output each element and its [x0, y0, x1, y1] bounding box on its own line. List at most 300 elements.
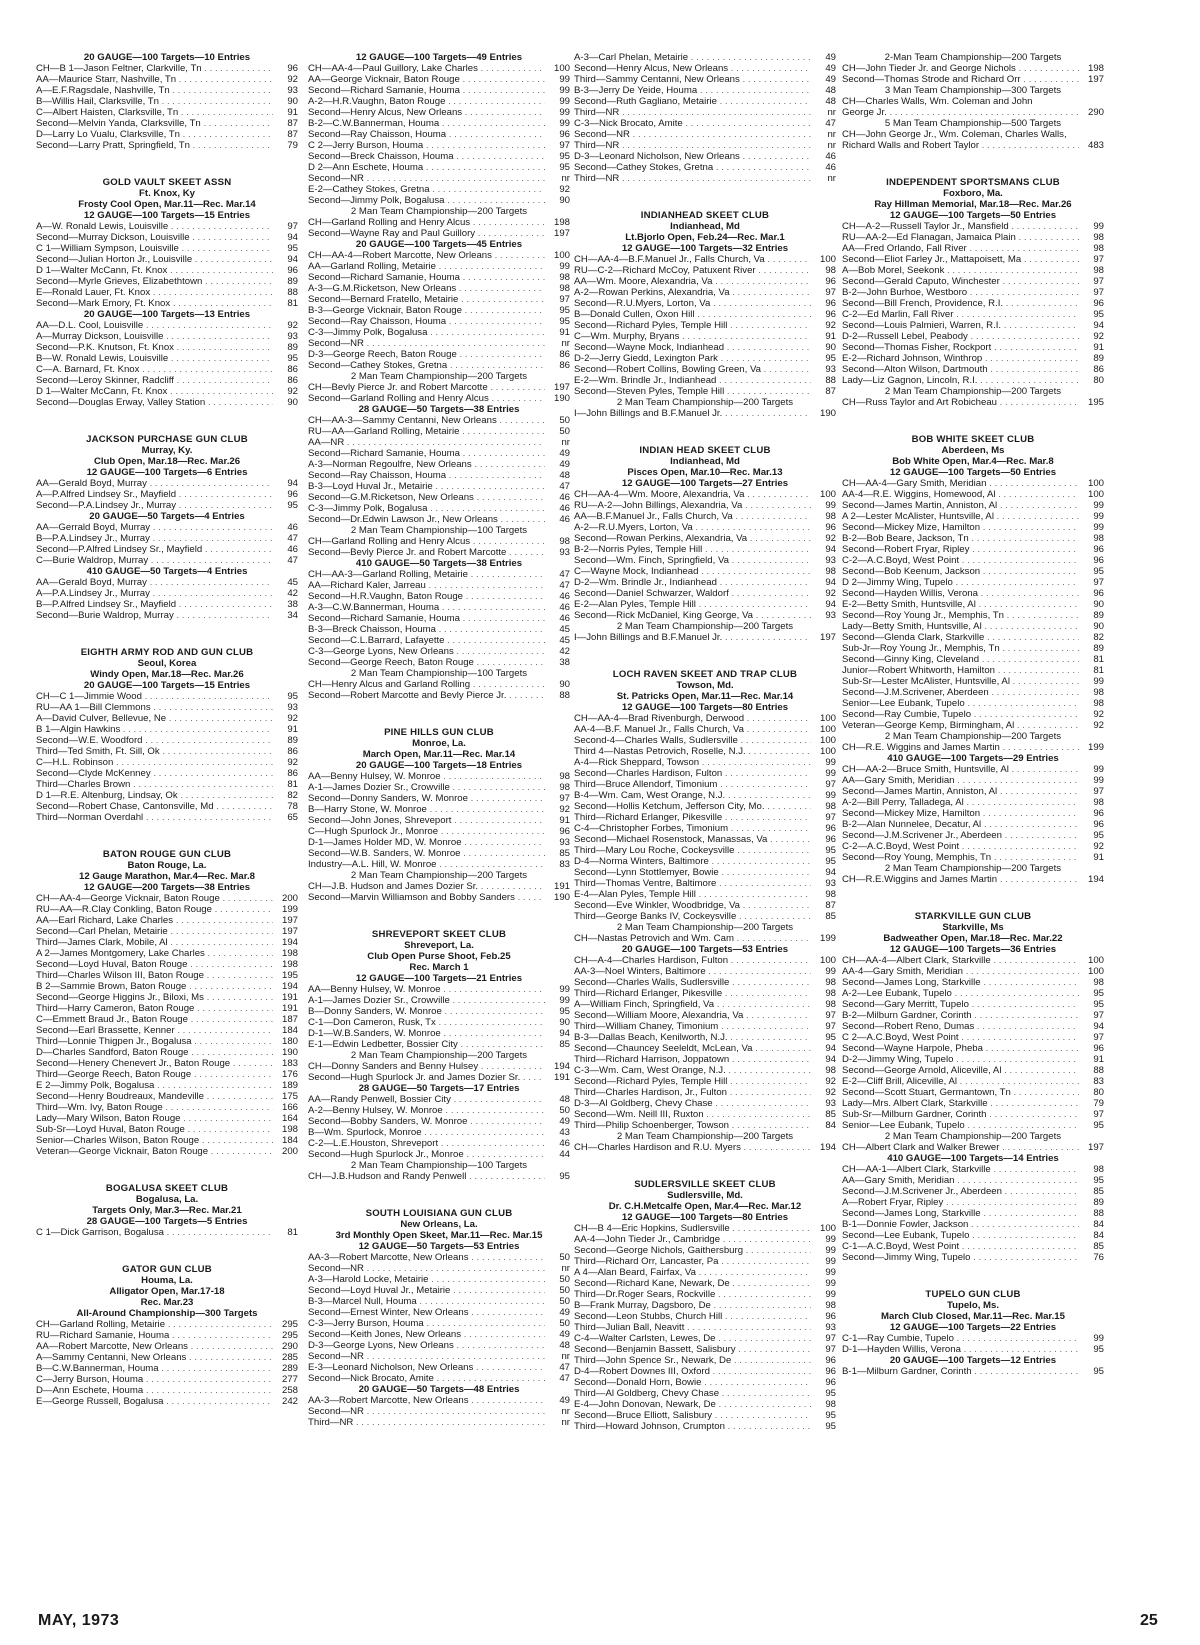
score: 96: [825, 309, 836, 320]
result-row: [574, 1120, 836, 1131]
column-4: [842, 52, 1104, 1403]
score: 98: [825, 566, 836, 577]
shooter-name: A-2—Rowan Perkins, Alexandria, Va . . .: [574, 287, 811, 298]
event-heading: All-Around Championship—300 Targets: [76, 1308, 258, 1319]
shooter-name: AA—Gary Smith, Meridian . . .: [842, 775, 1079, 786]
event-heading: 410 GAUGE—100 Targets—29 Entries: [887, 753, 1059, 764]
shooter-name: C—Wm. Murphy, Bryans . . .: [574, 331, 811, 342]
shooter-name: AA—B.F.Manuel Jr., Falls Church, Va . . .: [574, 511, 811, 522]
result-row: [574, 867, 836, 878]
result-row: [308, 492, 570, 503]
result-row: [574, 265, 836, 276]
score: 79: [1093, 1098, 1104, 1109]
score: 92: [1093, 841, 1104, 852]
score: 96: [287, 489, 298, 500]
result-row: [574, 173, 836, 184]
result-row: [308, 1127, 570, 1138]
result-row: [36, 1319, 298, 1330]
result-row: [308, 305, 570, 316]
score: 48: [559, 470, 570, 481]
shooter-name: D-4—Robert Downes III, Oxford . . .: [574, 1366, 811, 1377]
shooter-name: CH—AA-4—Gary Smith, Meridian . . .: [842, 478, 1079, 489]
score: 100: [819, 724, 836, 735]
shooter-name: Second—Cathey Stokes, Gretna . . .: [308, 360, 545, 371]
shooter-name: C-2—Ed Marlin, Fall River . . .: [842, 309, 1079, 320]
shooter-name: AA—Gerald Boyd, Murray . . .: [36, 577, 273, 588]
result-row: [36, 768, 298, 779]
shooter-name: Third—Al Goldberg, Chevy Chase . . .: [574, 1388, 811, 1399]
result-row: [308, 503, 570, 514]
result-row: [842, 489, 1104, 500]
score: 88: [287, 287, 298, 298]
result-row: [574, 276, 836, 287]
shooter-name: B—C.W.Bannerman, Houma . . .: [36, 1363, 273, 1374]
result-row: [36, 735, 298, 746]
score: 97: [287, 221, 298, 232]
shooter-name: E-4—Alan Pyles, Temple Hill . . .: [574, 889, 811, 900]
score: 96: [825, 522, 836, 533]
result-row: [308, 327, 570, 338]
result-row: [308, 1094, 570, 1105]
score: 89: [1093, 1197, 1104, 1208]
shooter-name: Lady—Mary Wilson, Baton Rouge . . .: [36, 1113, 273, 1124]
club-name: SHREVEPORT SKEET CLUB: [371, 929, 507, 940]
score: 90: [287, 96, 298, 107]
score: 82: [287, 790, 298, 801]
shooter-name: Second—Louis Palmieri, Warren, R.I. . . .: [842, 320, 1079, 331]
score: 50: [559, 415, 570, 426]
shooter-name: Second—Richard Kane, Newark, De . . .: [574, 1278, 811, 1289]
score: nr: [561, 1417, 570, 1428]
club-subheading: Bob White Open, Mar.4—Rec. Mar.8: [892, 456, 1054, 467]
score: 48: [825, 96, 836, 107]
club-header: [842, 911, 1104, 944]
shooter-name: Second—Richard Samanie, Houma . . .: [308, 272, 545, 283]
shooter-name: A—P.A.Lindsey Jr., Murray . . .: [36, 588, 273, 599]
result-row: [842, 676, 1104, 687]
score: 50: [559, 1105, 570, 1116]
shooter-name: Second—Alton Wilson, Dartmouth . . .: [842, 364, 1079, 375]
shooter-name: Second—Hayden Willis, Verona . . .: [842, 588, 1079, 599]
shooter-name: AA—Benny Hulsey, W. Monroe . . .: [308, 984, 545, 995]
score: 50: [559, 1296, 570, 1307]
club-section: [36, 849, 298, 1157]
score: 195: [281, 970, 298, 981]
shooter-name: Second—Michael Rosenstock, Manassas, Va . . .: [574, 834, 811, 845]
score: 93: [825, 555, 836, 566]
event-heading: 20 GAUGE—100 Targets—45 Entries: [355, 239, 523, 250]
score: 198: [281, 1124, 298, 1135]
shooter-name: CH—J.B.Hudson and Randy Penwell . . .: [308, 1171, 545, 1182]
result-row: [308, 1105, 570, 1116]
team-event-heading: 2 Man Team Championship—200 Targets: [616, 621, 794, 632]
score: 194: [819, 1142, 836, 1153]
shooter-name: Second—Steven Pyles, Temple Hill . . .: [574, 386, 811, 397]
shooter-name: A—P.Alfred Lindsey Sr., Mayfield . . .: [36, 489, 273, 500]
score: 98: [825, 511, 836, 522]
score: 48: [559, 1094, 570, 1105]
result-row: [842, 555, 1104, 566]
result-row: [574, 577, 836, 588]
score: 47: [825, 118, 836, 129]
score: 98: [559, 771, 570, 782]
club-header: [574, 669, 836, 702]
shooter-name: B—Willis Hail, Clarksville, Tn . . .: [36, 96, 273, 107]
result-row: [574, 724, 836, 735]
score: 187: [281, 1014, 298, 1025]
score: 97: [559, 140, 570, 151]
score: 83: [1093, 1076, 1104, 1087]
shooter-name: CH—AA-1—Albert Clark, Starkville . . .: [842, 1164, 1079, 1175]
score: 95: [825, 856, 836, 867]
shooter-name: CH—Bevly Pierce Jr. and Robert Marcotte . . .: [308, 382, 545, 393]
shooter-name: CH—AA-4—B.F.Manuel Jr., Falls Church, Va . . .: [574, 254, 811, 265]
result-row: [842, 140, 1104, 151]
shooter-name: Second—James Long, Starkville . . .: [842, 977, 1079, 988]
result-row: [308, 85, 570, 96]
result-row: [36, 588, 298, 599]
club-header: [36, 177, 298, 210]
score: nr: [561, 173, 570, 184]
score: 92: [287, 386, 298, 397]
shooter-name: D-4—Norma Winters, Baltimore . . .: [574, 856, 811, 867]
shooter-name: A-1—James Dozier Sr., Crowville . . .: [308, 782, 545, 793]
score: 86: [287, 746, 298, 757]
score: 95: [825, 1032, 836, 1043]
score: 89: [1093, 610, 1104, 621]
result-row: [574, 1267, 836, 1278]
result-row: [574, 489, 836, 500]
result-row: [36, 1113, 298, 1124]
shooter-name: Second—Julian Horton Jr., Louisville . . .: [36, 254, 273, 265]
result-row: [308, 349, 570, 360]
club-subheading: Towson, Md.: [676, 680, 734, 691]
shooter-name: Third—Mary Lou Roche, Cockeysville . . .: [574, 845, 811, 856]
result-row: [308, 217, 570, 228]
result-row: [308, 1138, 570, 1149]
result-row: [308, 173, 570, 184]
score: 83: [559, 859, 570, 870]
shooter-name: Second—Glenda Clark, Starkville . . .: [842, 632, 1079, 643]
score: 88: [825, 375, 836, 386]
result-row: [308, 228, 570, 239]
issue-date: MAY, 1973: [38, 1612, 120, 1629]
page-number: 25: [1140, 1612, 1158, 1629]
result-row: [574, 74, 836, 85]
result-row: [574, 1076, 836, 1087]
result-row: [36, 1341, 298, 1352]
club-subheading: Foxboro, Ma.: [943, 188, 1003, 199]
score: 95: [559, 1171, 570, 1182]
score: 98: [1093, 533, 1104, 544]
score: 92: [559, 184, 570, 195]
shooter-name: CH—C 1—Jimmie Wood . . .: [36, 691, 273, 702]
score: 195: [1087, 397, 1104, 408]
club-subheading: Tupelo, Ms.: [946, 1300, 1000, 1311]
score: 78: [287, 801, 298, 812]
club-section: [36, 1183, 298, 1238]
shooter-name: Senior—Lee Eubank, Tupelo . . .: [842, 698, 1079, 709]
shooter-name: B—W. Ronald Lewis, Louisville . . .: [36, 353, 273, 364]
result-row: [308, 826, 570, 837]
result-row: [36, 812, 298, 823]
score: 96: [1093, 588, 1104, 599]
shooter-name: AA—Maurice Starr, Nashville, Tn . . .: [36, 74, 273, 85]
shooter-name: Third—George Reech, Baton Rouge . . .: [36, 1069, 273, 1080]
result-row: [36, 1025, 298, 1036]
result-row: [308, 382, 570, 393]
result-row: [842, 775, 1104, 786]
score: 93: [287, 702, 298, 713]
result-row: [842, 544, 1104, 555]
result-row: [574, 331, 836, 342]
result-row: [36, 1058, 298, 1069]
score: 42: [559, 646, 570, 657]
result-row: [36, 926, 298, 937]
result-row: [574, 878, 836, 889]
score: 90: [559, 195, 570, 206]
result-row: [308, 1351, 570, 1362]
shooter-name: Second—Wayne Ray and Paul Guillory . . .: [308, 228, 545, 239]
score: 285: [281, 1352, 298, 1363]
shooter-name: D—Charles Sandford, Baton Rouge . . .: [36, 1047, 273, 1058]
score: 96: [1093, 555, 1104, 566]
result-row: [574, 566, 836, 577]
shooter-name: Second—John Jones, Shreveport . . .: [308, 815, 545, 826]
club-subheading: March Open, Mar.11—Rec. Mar.14: [362, 749, 516, 760]
result-row: [308, 536, 570, 547]
team-event-heading: 5 Man Team Championship—500 Targets: [884, 118, 1062, 129]
event-heading: 12 GAUGE—200 Targets—38 Entries: [83, 882, 251, 893]
shooter-name: D-3—Leonard Nicholson, New Orleans . . .: [574, 151, 811, 162]
score: 93: [825, 1098, 836, 1109]
club-section: [308, 727, 570, 903]
score: 85: [1093, 1241, 1104, 1252]
score: 92: [287, 713, 298, 724]
result-row: [308, 415, 570, 426]
result-row: [574, 845, 836, 856]
club-subheading: Baton Rouge, La.: [127, 860, 207, 871]
shooter-name: A-2—H.R.Vaughn, Baton Rouge . . .: [308, 96, 545, 107]
score: 38: [287, 599, 298, 610]
team-event-heading: 2 Man Team Championship—100 Targets: [350, 668, 528, 679]
result-row: [36, 1124, 298, 1135]
result-row: [574, 812, 836, 823]
score: 47: [559, 1362, 570, 1373]
club-subheading: 12 Gauge Marathon, Mar.4—Rec. Mar.8: [79, 871, 255, 882]
shooter-name: RU—AA 1—Bill Clemmons . . .: [36, 702, 273, 713]
result-row: [574, 999, 836, 1010]
score: 90: [287, 397, 298, 408]
shooter-name: Second—Lynn Stottlemyer, Bowie . . .: [574, 867, 811, 878]
score: 92: [287, 74, 298, 85]
result-row: [36, 118, 298, 129]
result-row: [574, 801, 836, 812]
result-row: [308, 162, 570, 173]
score: 99: [1093, 1333, 1104, 1344]
club-section: [36, 434, 298, 621]
score: 189: [281, 1080, 298, 1091]
score: 100: [1087, 966, 1104, 977]
shooter-name: Second—Thomas Strode and Richard Orr . . .: [842, 74, 1079, 85]
score: 99: [825, 966, 836, 977]
shooter-name: A—E.F.Ragsdale, Nashville, Tn . . .: [36, 85, 273, 96]
result-row: [308, 1274, 570, 1285]
club-name: SUDLERSVILLE SKEET CLUB: [634, 1179, 776, 1190]
score: 44: [559, 1149, 570, 1160]
column-2: [308, 52, 570, 1454]
result-row: [308, 1395, 570, 1406]
club-subheading: Badweather Open, Mar.18—Rec. Mar.22: [883, 933, 1063, 944]
score: 46: [287, 522, 298, 533]
result-row: [574, 900, 836, 911]
shooter-name: Second—Mark Emory, Ft. Knox . . .: [36, 298, 273, 309]
result-row: [308, 591, 570, 602]
score: 89: [287, 342, 298, 353]
result-row: [842, 1230, 1104, 1241]
result-row: [842, 977, 1104, 988]
shooter-name: B—Donny Sanders, W. Monroe . . .: [308, 1006, 545, 1017]
result-row: [574, 1421, 836, 1432]
score: 84: [1093, 1219, 1104, 1230]
score: 98: [1093, 687, 1104, 698]
shooter-name: Third—Richard Erlanger, Pikesville . . .: [574, 988, 811, 999]
score: 97: [1093, 1032, 1104, 1043]
score: 100: [819, 713, 836, 724]
result-row: [574, 1010, 836, 1021]
result-row: [574, 746, 836, 757]
club-header: [842, 177, 1104, 210]
score: 45: [559, 624, 570, 635]
score: 95: [559, 316, 570, 327]
result-row: [36, 948, 298, 959]
result-row: [308, 470, 570, 481]
score: 96: [825, 1366, 836, 1377]
result-row: [36, 1385, 298, 1396]
result-row: [842, 1164, 1104, 1175]
score: 87: [287, 118, 298, 129]
result-row: [574, 85, 836, 96]
result-row: [574, 1355, 836, 1366]
result-row: [574, 856, 836, 867]
shooter-name: A—William Finch, Springfield, Va . . .: [574, 999, 811, 1010]
event-heading: 12 GAUGE—100 Targets—80 Entries: [621, 1212, 789, 1223]
club-subheading: Seoul, Korea: [137, 658, 197, 669]
shooter-name: C—Jerry Burson, Houma . . .: [36, 1374, 273, 1385]
result-row: [842, 955, 1104, 966]
score: 190: [553, 892, 570, 903]
result-row: [842, 599, 1104, 610]
club-subheading: Monroe, La.: [412, 738, 466, 749]
result-row: [842, 1076, 1104, 1087]
score: 95: [825, 845, 836, 856]
score: 86: [287, 768, 298, 779]
shooter-name: I—John Billings and B.F.Manuel Jr. . . .: [574, 408, 811, 419]
result-row: [36, 276, 298, 287]
shooter-name: B-2—C.W.Bannerman, Houma . . .: [308, 118, 545, 129]
result-row: [36, 265, 298, 276]
score: 46: [825, 162, 836, 173]
score: 95: [559, 1006, 570, 1017]
result-row: [574, 386, 836, 397]
score: 94: [287, 254, 298, 265]
score: 94: [825, 1043, 836, 1054]
shooter-name: A 2—Lester McAlister, Huntsville, Al . . .: [842, 511, 1079, 522]
result-row: [574, 162, 836, 173]
score: 98: [559, 272, 570, 283]
result-row: [842, 1065, 1104, 1076]
club-name: SOUTH LOUISIANA GUN CLUB: [365, 1208, 513, 1219]
score: 92: [287, 320, 298, 331]
shooter-name: C-2—L.E.Houston, Shreveport . . .: [308, 1138, 545, 1149]
shooter-name: Second—Richard Pyles, Temple Hill . . .: [574, 1076, 811, 1087]
result-row: [308, 635, 570, 646]
shooter-name: Second—Ruth Gagliano, Metairie . . .: [574, 96, 811, 107]
score: 94: [559, 1028, 570, 1039]
result-row: [574, 1311, 836, 1322]
shooter-name: C-3—Nick Brocato, Amite . . .: [574, 118, 811, 129]
shooter-name: D-2—Wm. Brindle Jr., Indianhead . . .: [574, 577, 811, 588]
shooter-name: George Jr. . . .: [842, 107, 1079, 118]
shooter-name: CH—AA-3—Garland Rolling, Metairie . . .: [308, 569, 545, 580]
score: 85: [825, 911, 836, 922]
result-row: [36, 937, 298, 948]
result-row: [574, 823, 836, 834]
shooter-name: B 1—Algin Hawkins . . .: [36, 724, 273, 735]
result-row: [308, 1072, 570, 1083]
event-heading: 28 GAUGE—50 Targets—38 Entries: [358, 404, 520, 415]
shooter-name: RU—AA—Garland Rolling, Metairie . . .: [308, 426, 545, 437]
result-row: [842, 665, 1104, 676]
result-row: [574, 1333, 836, 1344]
shooter-name: Second—W.B. Sanders, W. Monroe . . .: [308, 848, 545, 859]
shooter-name: A-3—Harold Locke, Metairie . . .: [308, 1274, 545, 1285]
result-row: [308, 63, 570, 74]
score: 95: [1093, 1120, 1104, 1131]
event-heading: 12 GAUGE—100 Targets—50 Entries: [889, 210, 1057, 221]
result-row: [842, 610, 1104, 621]
score: 91: [287, 724, 298, 735]
result-row: [308, 338, 570, 349]
shooter-name: Second—Robert Marcotte and Bevly Pierce Jr. . . .: [308, 690, 545, 701]
shooter-name: D 2—Jimmy Wing, Tupelo . . .: [842, 577, 1079, 588]
result-row: [842, 254, 1104, 265]
result-row: [574, 1021, 836, 1032]
result-row: [36, 691, 298, 702]
shooter-name: Second—Loyd Huval Jr., Metairie . . .: [308, 1285, 545, 1296]
club-subheading: Dr. C.H.Metcalfe Open, Mar.4—Rec. Mar.12: [608, 1201, 802, 1212]
shooter-name: Second—Charles Walls, Sudlersville . . .: [574, 977, 811, 988]
result-row: [842, 852, 1104, 863]
shooter-name: C—A. Barnard, Ft. Knox . . .: [36, 364, 273, 375]
score: 82: [1093, 632, 1104, 643]
score: nr: [561, 1351, 570, 1362]
score: 98: [825, 1300, 836, 1311]
shooter-name: Third—Charles Hardison, Jr., Fulton . . .: [574, 1087, 811, 1098]
result-row: [308, 1340, 570, 1351]
score: 48: [825, 85, 836, 96]
event-heading: 12 GAUGE—100 Targets—32 Entries: [621, 243, 789, 254]
club-section: [574, 445, 836, 643]
result-row: [842, 511, 1104, 522]
score: 86: [559, 360, 570, 371]
team-event-heading: 2 Man Team Championship—200 Targets: [350, 870, 528, 881]
score: 49: [559, 1307, 570, 1318]
result-row: [36, 1102, 298, 1113]
score: 99: [825, 1289, 836, 1300]
result-row: [574, 757, 836, 768]
result-row: [842, 1197, 1104, 1208]
